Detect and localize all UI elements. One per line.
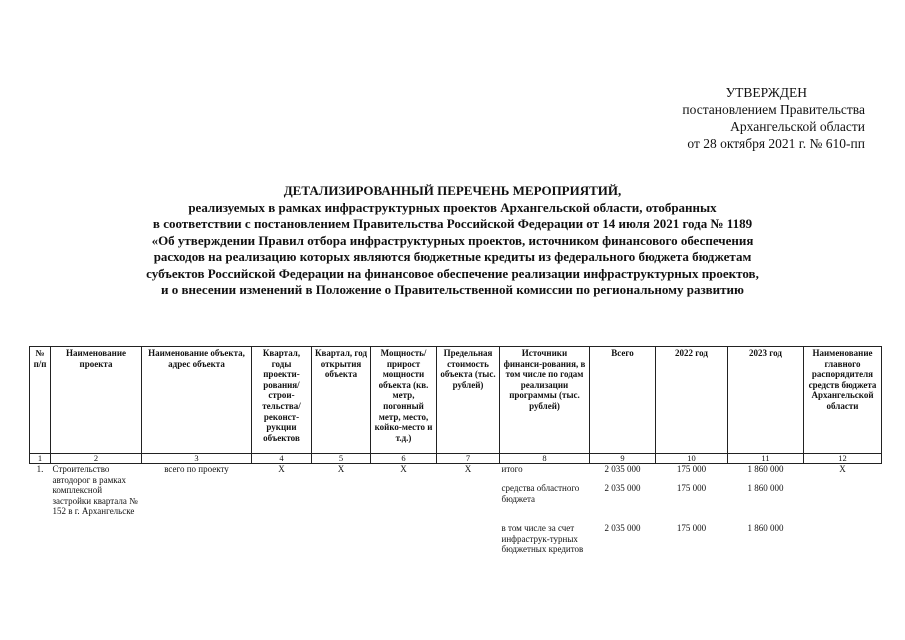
- title-line-7: и о внесении изменений в Положение о Правительственной комиссии по региональному развитию: [160, 282, 744, 297]
- header-cell: Мощность/ прирост мощности объекта (кв. метр, погонный метр, место, койко-место и т.д.): [371, 347, 437, 454]
- year-2022-value: 175 000: [676, 483, 707, 493]
- total-value: 2 035 000: [604, 523, 641, 533]
- column-number: 4: [252, 454, 312, 464]
- year-2022-value: 175 000: [676, 464, 707, 474]
- column-number-row: [30, 454, 882, 464]
- title-line-1: ДЕТАЛИЗИРОВАННЫЙ ПЕРЕЧЕНЬ МЕРОПРИЯТИЙ,: [283, 183, 622, 198]
- column-number: 1: [30, 454, 51, 464]
- year-2022-cell: [656, 464, 728, 555]
- projects-table: [29, 346, 882, 555]
- object-name: всего по проекту: [164, 464, 229, 474]
- year-2023-cell: [728, 464, 804, 555]
- column-number: 6: [371, 454, 437, 464]
- total-value: 2 035 000: [604, 464, 641, 474]
- header-cell: Предельная стоимость объекта (тыс. рублей): [437, 347, 500, 454]
- header-cell: Всего: [590, 347, 656, 454]
- header-cell: Наименование главного распорядителя средств бюджета Архангельской области: [804, 347, 882, 454]
- header-cell: Наименование объекта, адрес объекта: [142, 347, 252, 454]
- header-cell: Источники финанси-рования, в том числе по годам реализации программы (тыс. рублей): [500, 347, 590, 454]
- table-row: [30, 464, 882, 555]
- source-label: средства областного бюджета: [501, 483, 580, 504]
- title-line-5: расходов на реализацию которых являются бюджетные кредиты из федерального бюджета бюджетам: [153, 249, 752, 264]
- year-2023-value: 1 860 000: [747, 464, 784, 474]
- column-number: 9: [590, 454, 656, 464]
- period-cell: X: [278, 464, 285, 474]
- sources-cell: [500, 464, 590, 555]
- approval-heading: УТВЕРЖДЕН: [725, 85, 807, 100]
- column-number: 7: [437, 454, 500, 464]
- approval-line-3: от 28 октября 2021 г. № 610-пп: [687, 136, 865, 151]
- total-cell: [590, 464, 656, 555]
- column-number: 12: [804, 454, 882, 464]
- title-line-3: в соответствии с постановлением Правительства Российской Федерации от 14 июля 2021 года № 1189: [152, 216, 753, 231]
- year-2022-value: 175 000: [676, 523, 707, 533]
- title-line-4: «Об утверждении Правил отбора инфраструктурных проектов, источником финансового обеспечения: [151, 232, 754, 248]
- title-line-6: субъектов Российской Федерации на финансовое обеспечение реализации инфраструктурных проектов,: [146, 265, 759, 281]
- capacity-cell: X: [400, 464, 407, 474]
- column-number: 3: [142, 454, 252, 464]
- year-2023-value: 1 860 000: [747, 523, 784, 533]
- header-cell: 2022 год: [656, 347, 728, 454]
- document-title: [60, 183, 845, 299]
- year-2023-value: 1 860 000: [747, 483, 784, 493]
- header-cell: Наименование проекта: [51, 347, 142, 454]
- row-number: 1.: [36, 464, 44, 474]
- table-header-row: [30, 347, 882, 454]
- column-number: 5: [312, 454, 371, 464]
- total-value: 2 035 000: [604, 483, 641, 493]
- header-cell: № п/п: [30, 347, 51, 454]
- approval-block: [565, 84, 865, 152]
- opening-cell: X: [337, 464, 345, 474]
- source-label: в том числе за счет инфраструк-турных бюджетных кредитов: [501, 523, 584, 555]
- cost-cell: X: [464, 464, 472, 474]
- title-line-2: реализуемых в рамках инфраструктурных проектов Архангельской области, отобранных: [188, 199, 717, 215]
- project-name: Строительство автодорог в рамках комплексной застройки квартала № 152 в г. Архангельске: [52, 464, 138, 517]
- approval-line-2: Архангельской области: [730, 119, 865, 134]
- column-number: 10: [656, 454, 728, 464]
- header-cell: Квартал, годы проекти-рования/ строи-тельства/ реконст-рукции объектов: [252, 347, 312, 454]
- column-number: 2: [51, 454, 142, 464]
- header-cell: Квартал, год открытия объекта: [312, 347, 371, 454]
- approval-line-1: постановлением Правительства: [682, 102, 865, 117]
- header-cell: 2023 год: [728, 347, 804, 454]
- column-number: 8: [500, 454, 590, 464]
- source-label: итого: [501, 464, 523, 474]
- manager-cell: X: [839, 464, 846, 474]
- column-number: 11: [728, 454, 804, 464]
